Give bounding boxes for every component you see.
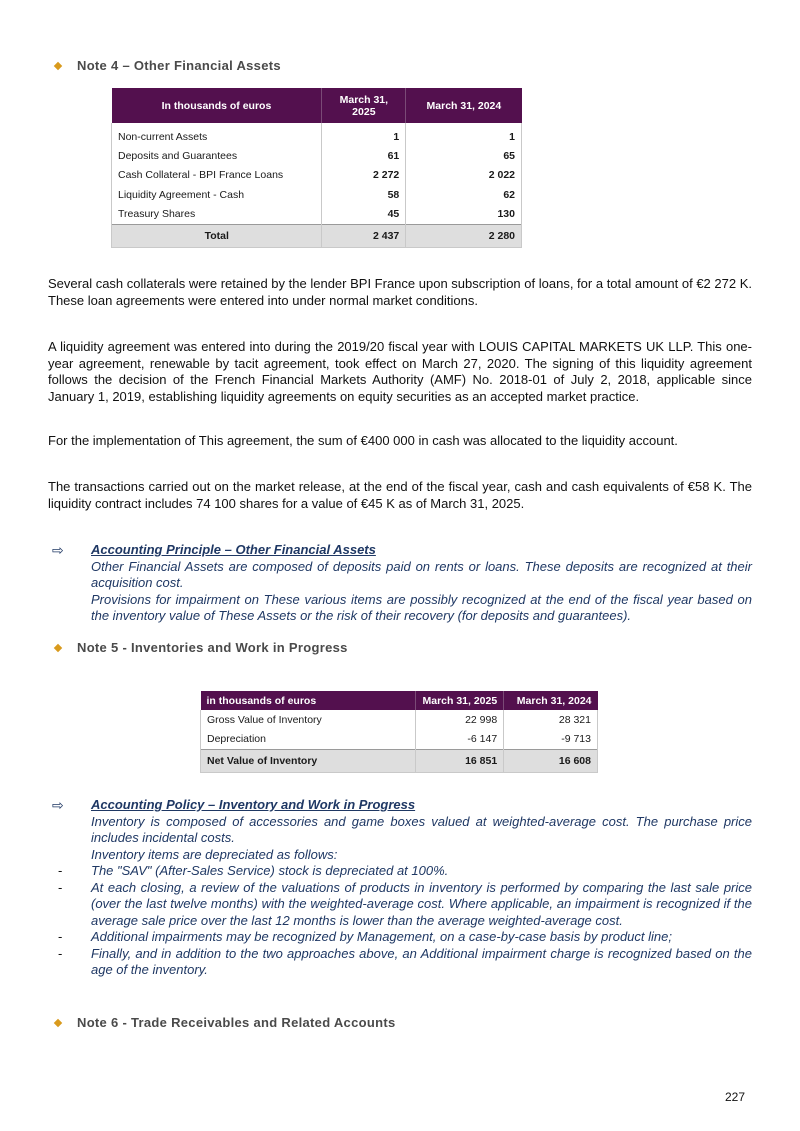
column-header: in thousands of euros [201, 691, 416, 710]
cell-value: -6 147 [416, 730, 504, 750]
cell-value: 2 022 [406, 166, 522, 186]
cell-value: 58 [322, 185, 406, 205]
table-header-row [201, 691, 598, 710]
other-financial-assets-table [111, 88, 522, 248]
policy-text: Other Financial Assets are composed of deposits paid on rents or loans. These deposits are recognized at their acquisition cost. [91, 558, 752, 590]
total-label: Net Value of Inventory [201, 750, 416, 773]
list-item: - Additional impairments may be recognized by Management, on a case-by-case basis by product line; [58, 929, 672, 944]
column-header: March 31, 2024 [406, 88, 522, 123]
cell-value: 61 [322, 146, 406, 166]
note5-heading: Note 5 - Inventories and Work in Progress [54, 640, 348, 655]
cell-value: -9 713 [504, 730, 598, 750]
page-number: 227 [725, 1090, 746, 1104]
paragraph-cash-collateral: Several cash collaterals were retained by the lender BPI France upon subscription of loans, for a total amount of €2 272 K. These loan agreements were entered into under normal market conditions. [48, 276, 752, 308]
cell-value: 45 [322, 205, 406, 225]
cell-value: 65 [406, 146, 522, 166]
diamond-bullet-icon [54, 61, 62, 69]
table-row [201, 730, 598, 750]
outline-right-arrow-icon: ⇨ [52, 542, 64, 558]
column-header: March 31, 2025 [322, 88, 406, 123]
cell-value: 22 998 [416, 710, 504, 730]
column-header: In thousands of euros [112, 88, 322, 123]
note6-heading: Note 6 - Trade Receivables and Related Accounts [54, 1015, 396, 1030]
table-header-row [112, 88, 522, 123]
accounting-principle-financial-assets [52, 542, 752, 625]
paragraph-implementation: For the implementation of This agreement, the sum of €400 000 in cash was allocated to the liquidity account. [48, 433, 678, 448]
total-label: Total [112, 225, 322, 248]
total-value: 2 437 [322, 225, 406, 248]
cell-value: 1 [322, 123, 406, 146]
policy-text: Provisions for impairment on These various items are possibly recognized at the end of the fiscal year based on the inventory value of These Assets or the risk of their recovery (for deposits and guarantees). [91, 591, 752, 623]
row-label: Non-current Assets [112, 123, 322, 146]
total-value: 16 851 [416, 750, 504, 773]
diamond-bullet-icon [54, 1018, 62, 1026]
table-row [201, 710, 598, 730]
column-header: March 31, 2024 [504, 691, 598, 710]
table-row [112, 166, 522, 186]
table-row [112, 123, 522, 146]
list-item: - The "SAV" (After-Sales Service) stock is depreciated at 100%. [58, 863, 449, 878]
paragraph-transactions: The transactions carried out on the market release, at the end of the fiscal year, cash and cash equivalents of €58 K. The liquidity contract includes 74 100 shares for a value of €45 K as of March 31, 2025. [48, 479, 752, 511]
cell-value: 1 [406, 123, 522, 146]
policy-title: Accounting Policy – Inventory and Work in Progress [91, 797, 416, 812]
list-item: - Finally, and in addition to the two approaches above, an Additional impairment charge is recognized based on the age of the inventory. [58, 945, 752, 977]
policy-title: Accounting Principle – Other Financial Assets [91, 542, 376, 557]
row-label: Treasury Shares [112, 205, 322, 225]
paragraph-liquidity-agreement: A liquidity agreement was entered into during the 2019/20 fiscal year with LOUIS CAPITAL MARKETS UK LLP. This one-year agreement, renewable by tacit agreement, took effect on March 27, 2020. The signing of this liquidity agreement follows the decision of the French Financial Markets Authority (AMF) No. 2018-01 of July 2, 2018, applicable since January 1, 2019, establishing liquidity agreements on equity securities as an accepted market practice. [48, 339, 752, 404]
outline-right-arrow-icon: ⇨ [52, 797, 64, 813]
table-total-row [112, 225, 522, 248]
inventories-table [200, 691, 598, 773]
row-label: Depreciation [201, 730, 416, 750]
policy-text: Inventory items are depreciated as follows: [91, 846, 338, 862]
diamond-bullet-icon [54, 643, 62, 651]
total-value: 16 608 [504, 750, 598, 773]
cell-value: 130 [406, 205, 522, 225]
table-row [112, 146, 522, 166]
table-total-row [201, 750, 598, 773]
policy-text: Inventory is composed of accessories and game boxes valued at weighted-average cost. The purchase price includes incidental costs. [91, 813, 752, 845]
total-value: 2 280 [406, 225, 522, 248]
row-label: Cash Collateral - BPI France Loans [112, 166, 322, 186]
row-label: Deposits and Guarantees [112, 146, 322, 166]
note4-heading: Note 4 – Other Financial Assets [54, 58, 281, 73]
row-label: Liquidity Agreement - Cash [112, 185, 322, 205]
column-header: March 31, 2025 [416, 691, 504, 710]
cell-value: 28 321 [504, 710, 598, 730]
cell-value: 2 272 [322, 166, 406, 186]
row-label: Gross Value of Inventory [201, 710, 416, 730]
accounting-policy-inventory [52, 797, 752, 979]
table-row [112, 205, 522, 225]
table-row [112, 185, 522, 205]
cell-value: 62 [406, 185, 522, 205]
list-item: - At each closing, a review of the valuations of products in inventory is performed by comparing the last sale price (over the last twelve months) with the weighted-average cost. Where applicable, an impairment is recognized if the average sale price over the last 12 months is lower than the average weighted-average cost. [58, 879, 752, 928]
